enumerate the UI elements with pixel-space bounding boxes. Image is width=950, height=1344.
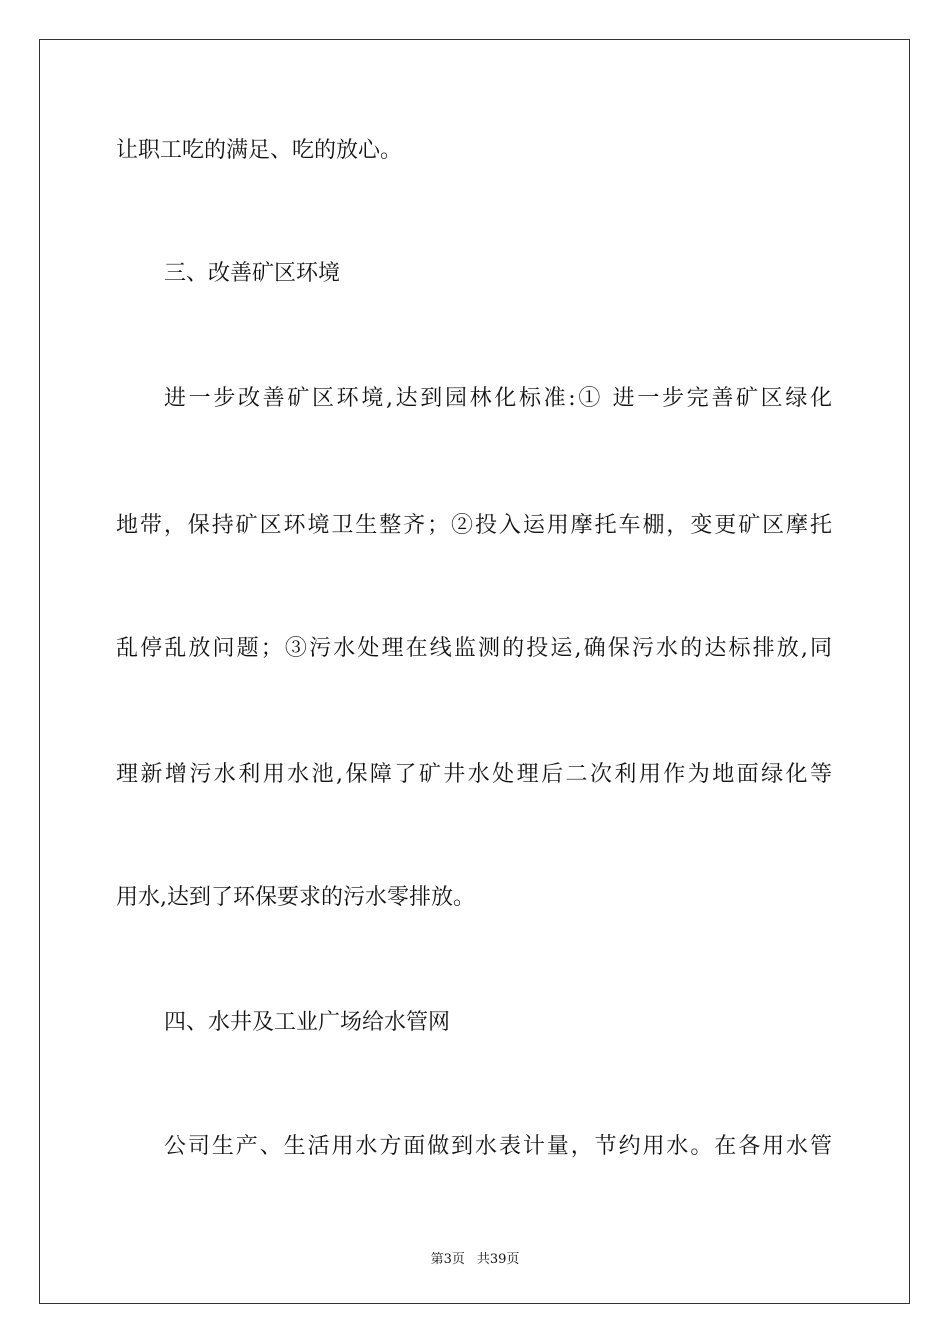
page-footer bbox=[0, 1248, 950, 1267]
body-line-4: 地带，保持矿区环境卫生整齐；②投入运用摩托车棚，变更矿区摩托 bbox=[116, 513, 832, 538]
body-line-5: 乱停乱放问题；③污水处理在线监测的投运,确保污水的达标排放,同 bbox=[116, 636, 832, 661]
page-number: 第3页 bbox=[430, 1252, 465, 1267]
body-line-7: 用水,达到了环保要求的污水零排放。 bbox=[116, 885, 475, 910]
body-line-1: 让职工吃的满足、吃的放心。 bbox=[116, 138, 403, 163]
body-line-6: 理新增污水利用水池,保障了矿井水处理后二次利用作为地面绿化等 bbox=[116, 762, 832, 787]
page-total: 共39页 bbox=[476, 1252, 520, 1267]
section-heading-4: 四、水井及工业广场给水管网 bbox=[164, 1010, 451, 1035]
body-line-9: 公司生产、生活用水方面做到水表计量，节约用水。在各用水管 bbox=[164, 1134, 832, 1159]
section-heading-3: 三、改善矿区环境 bbox=[164, 261, 341, 286]
page-border bbox=[39, 39, 910, 1304]
body-line-3: 进一步改善矿区环境,达到园林化标准:① 进一步完善矿区绿化 bbox=[164, 386, 832, 411]
